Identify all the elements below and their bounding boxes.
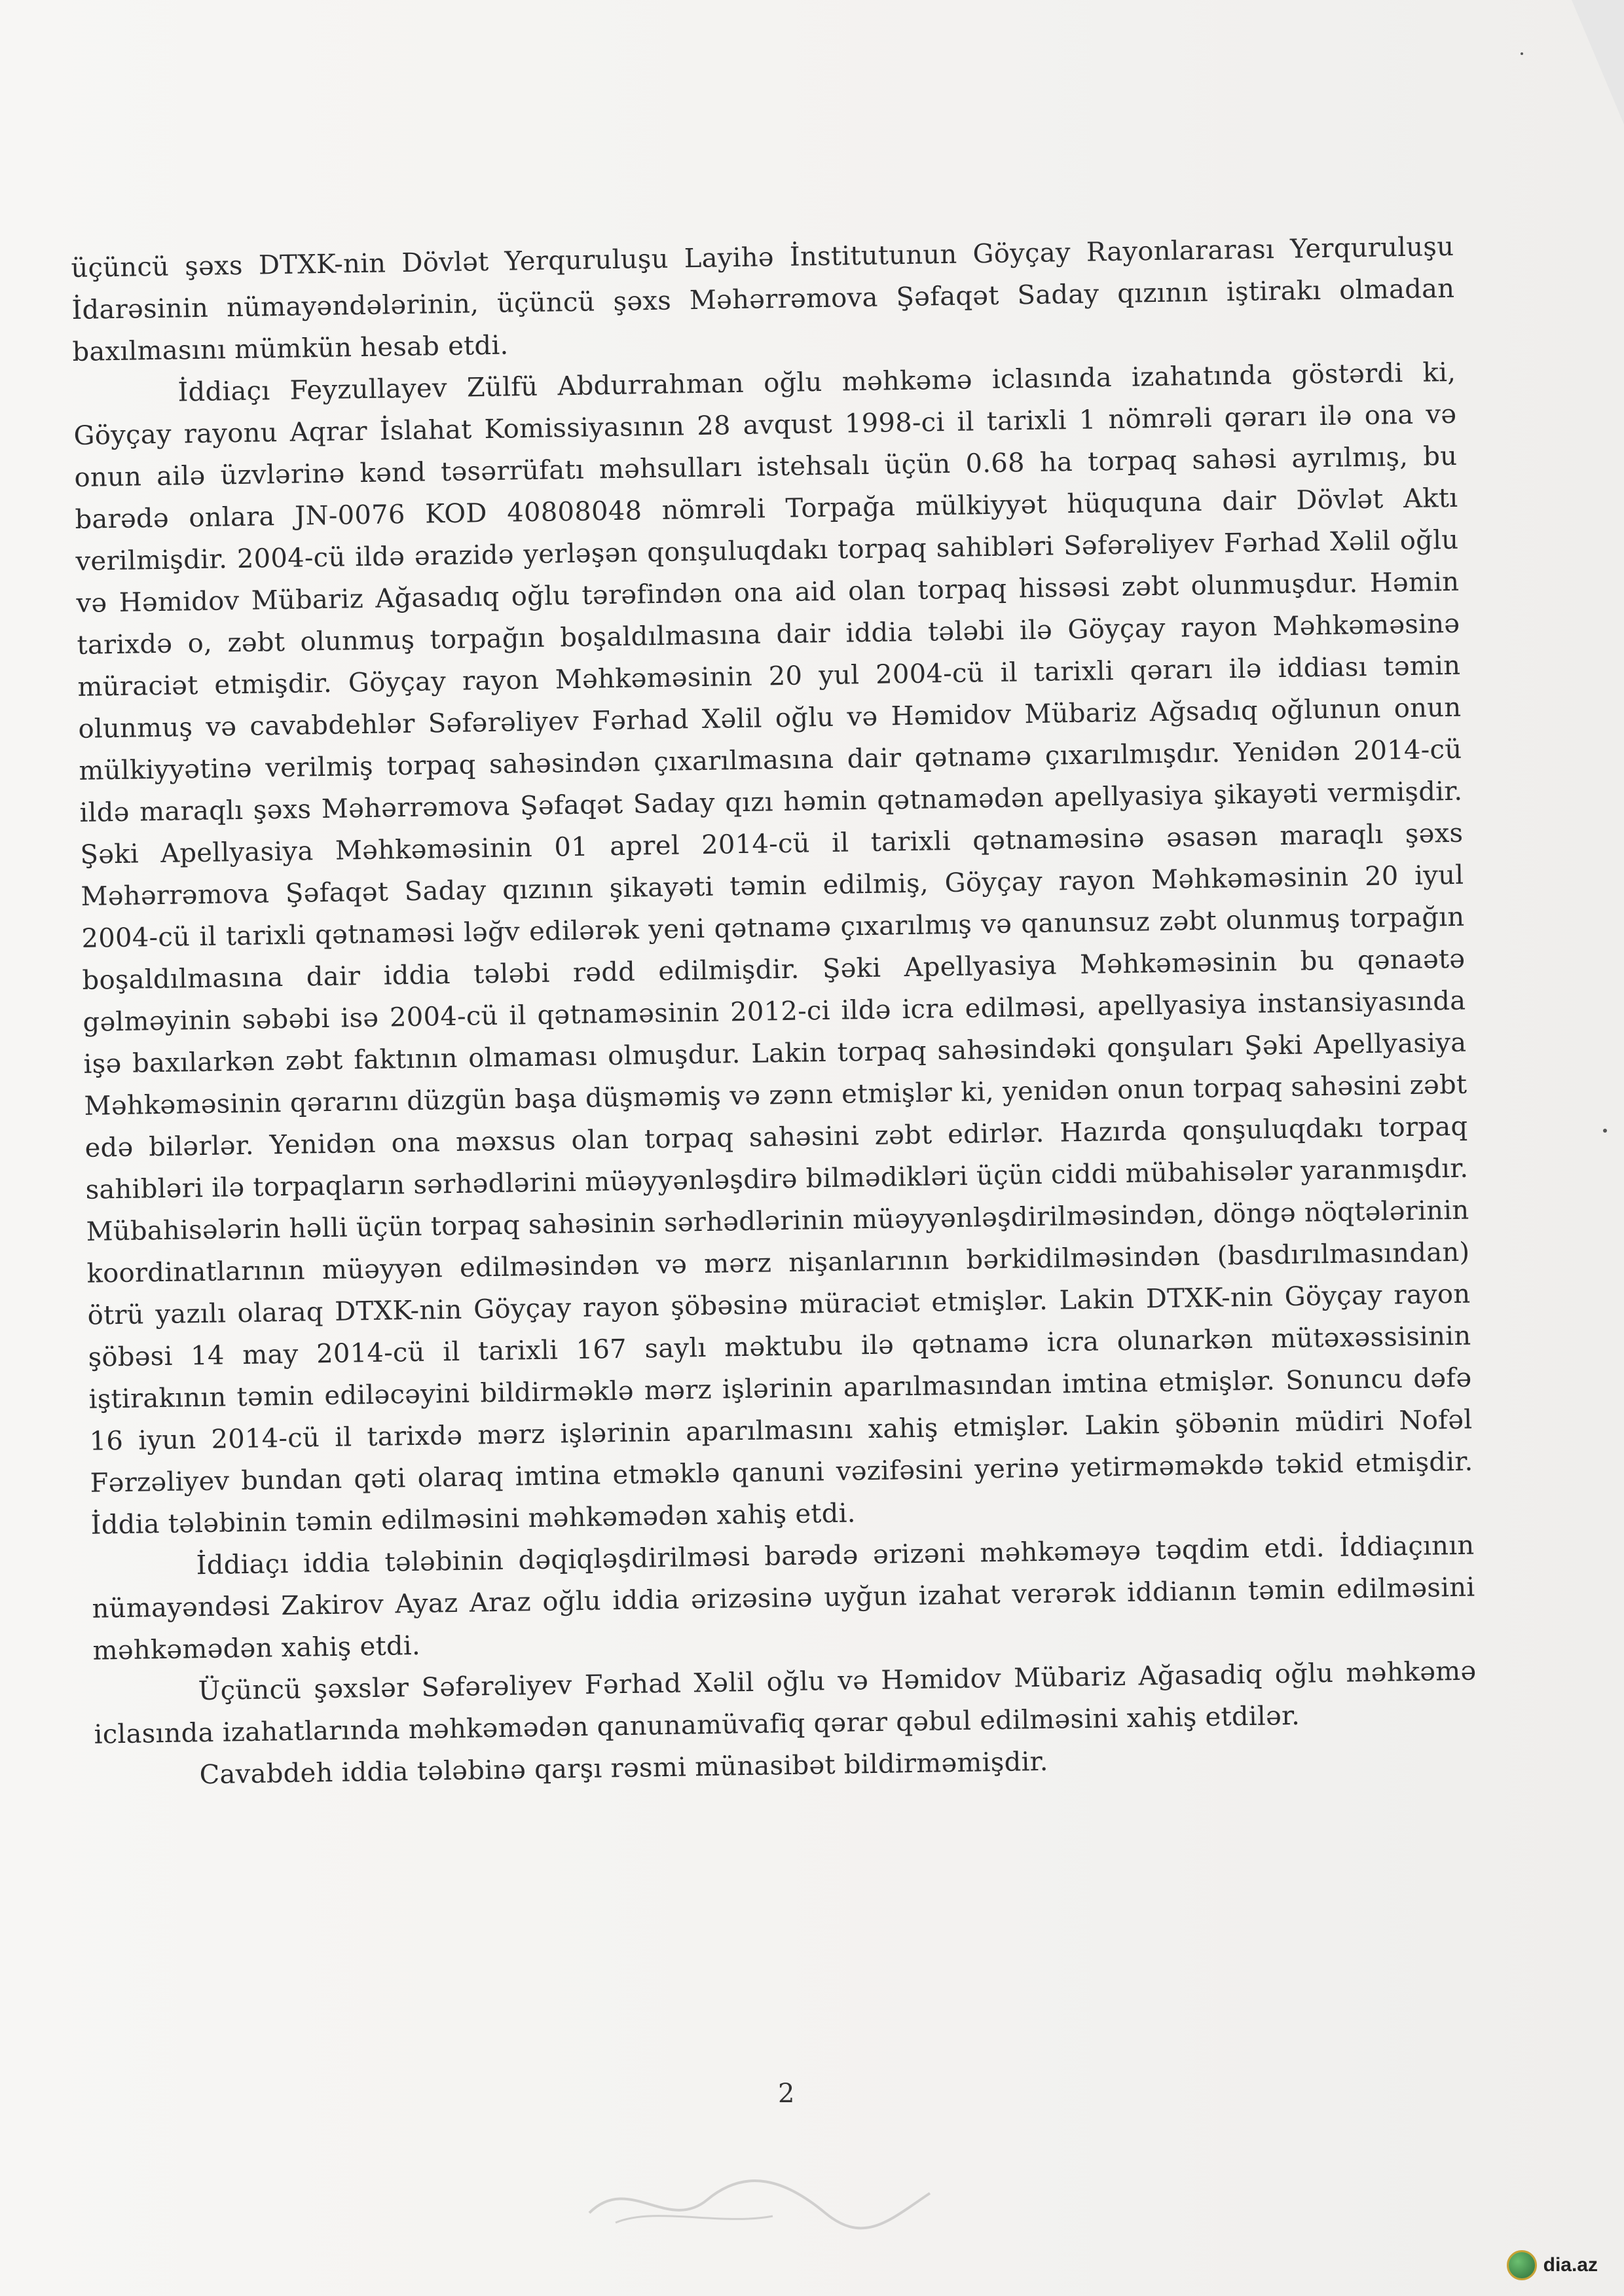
- page-number: 2: [778, 2079, 795, 2109]
- document-body: [71, 226, 1478, 1798]
- scan-speck: [1603, 1129, 1607, 1133]
- paragraph-defendant: Cavabdeh iddia tələbinə qarşı rəsmi münasibət bildirməmişdir.: [199, 1746, 1049, 1791]
- paragraph-third-parties: Üçüncü şəxslər Səfərəliyev Fərhad Xəlil oğlu və Həmidov Mübariz Ağasadiq oğlu məhkəmə iclasında izahatlarında məhkəmədən qanunamüvafiq qərar qəbul edilməsini xahiş etdilər.: [94, 1656, 1477, 1750]
- watermark-text: dia.az: [1543, 2254, 1598, 2276]
- watermark: [1507, 2250, 1598, 2280]
- paragraph-continuation: üçüncü şəxs DTXK-nin Dövlət Yerquruluşu Layihə İnstitutunun Göyçay Rayonlararası Yerquruluşu İdarəsinin nümayəndələrinin, üçüncü şəxs Məhərrəmova Şəfaqət Saday qızının iştirakı olmadan baxılmasını mümkün hesab etdi.: [71, 231, 1455, 367]
- folded-corner: [1572, 0, 1624, 124]
- signature-mark: [576, 2160, 943, 2239]
- scan-speck: [1521, 52, 1523, 55]
- globe-logo-icon: [1507, 2250, 1537, 2280]
- paragraph-plaintiff-clarification: İddiaçı iddia tələbinin dəqiqləşdirilməsi barədə ərizəni məhkəməyə təqdim etdi. İddiaçının nümayəndəsi Zakirov Ayaz Araz oğlu iddia ərizəsinə uyğun izahat verərək iddianın təmin edilməsini məhkəmədən xahiş etdi.: [92, 1530, 1475, 1666]
- paragraph-plaintiff-statement: İddiaçı Feyzullayev Zülfü Abdurrahman oğlu məhkəmə iclasında izahatında göstərdi ki, Göyçay rayonu Aqrar İslahat Komissiyasının 28 avqust 1998-ci il tarixli 1 nömrəli qərarı ilə ona və onun ailə üzvlərinə kənd təsərrüfatı məhsulları istehsalı üçün 0.68 ha torpaq sahəsi ayrılmış, bu barədə onlara JN-0076 KOD 40808048 nömrəli Torpağa mülkiyyət hüququna dair Dövlət Aktı verilmişdir. 2004-cü ildə ərazidə yerləşən qonşuluqdakı torpaq sahibləri Səfərəliyev Fərhad Xəlil oğlu və Həmidov Mübariz Ağasadıq oğlu tərəfindən ona aid olan torpaq hissəsi zəbt olunmuşdur. Həmin tarixdə o, zəbt olunmuş torpağın boşaldılmasına dair iddia tələbi ilə Göyçay rayon Məhkəməsinə müraciət etmişdir. Göyçay rayon Məhkəməsinin 20 yul 2004-cü il tarixli qərarı ilə iddiası təmin olunmuş və cavabdehlər Səfərəliyev Fərhad Xəlil oğlu və Həmidov Mübariz Ağsadıq oğlunun onun mülkiyyətinə verilmiş torpaq sahəsindən çıxarılmasına dair qətnamə çıxarılmışdır. Yenidən 2014-cü ildə maraqlı şəxs Məhərrəmova Şəfaqət Saday qızı həmin qətnamədən apellyasiya şikayəti vermişdir. Şəki Apellyasiya Məhkəməsinin 01 aprel 2014-cü il tarixli qətnaməsinə əsasən maraqlı şəxs Məhərrəmova Şəfaqət Saday qızının şikayəti təmin edilmiş, Göyçay rayon Məhkəməsinin 20 iyul 2004-cü il tarixli qətnaməsi ləğv edilərək yeni qətnamə çıxarılmış və qanunsuz zəbt olunmuş torpağın boşaldılmasına dair iddia tələbi rədd edilmişdir. Şəki Apellyasiya Məhkəməsinin bu qənaətə gəlməyinin səbəbi isə 2004-cü il qətnaməsinin 2012-ci ildə icra edilməsi, apellyasiya instansiyasında işə baxılarkən zəbt faktının olmaması olmuşdur. Lakin torpaq sahəsindəki qonşuları Şəki Apellyasiya Məhkəməsinin qərarını düzgün başa düşməmiş və zənn etmişlər ki, yenidən onun torpaq sahəsini zəbt edə bilərlər. Yenidən ona məxsus olan torpaq sahəsini zəbt edirlər. Hazırda qonşuluqdakı torpaq sahibləri ilə torpaqların sərhədlərini müəyyənləşdirə bilmədikləri üçün ciddi mübahisələr yaranmışdır. Mübahisələrin həlli üçün torpaq sahəsinin sərhədlərinin müəyyənləşdirilməsindən, döngə nöqtələrinin koordinatlarının müəyyən edilməsindən və mərz nişanlarının bərkidilməsindən (basdırılmasından) ötrü yazılı olaraq DTXK-nin Göyçay rayon şöbəsinə müraciət etmişlər. Lakin DTXK-nin Göyçay rayon şöbəsi 14 may 2014-cü il tarixli 167 saylı məktubu ilə qətnamə icra olunarkən mütəxəssisinin iştirakının təmin ediləcəyini bildirməklə mərz işlərinin aparılmasından imtina etmişlər. Sonuncu dəfə 16 iyun 2014-cü il tarixdə mərz işlərinin aparılmasını xahiş etmişlər. Lakin şöbənin müdiri Nofəl Fərzəliyev bundan qəti olaraq imtina etməklə qanuni vəzifəsini yerinə yetirməməkdə təkid etmişdir. İddia tələbinin təmin edilməsini məhkəmədən xahiş etdi.: [73, 357, 1473, 1540]
